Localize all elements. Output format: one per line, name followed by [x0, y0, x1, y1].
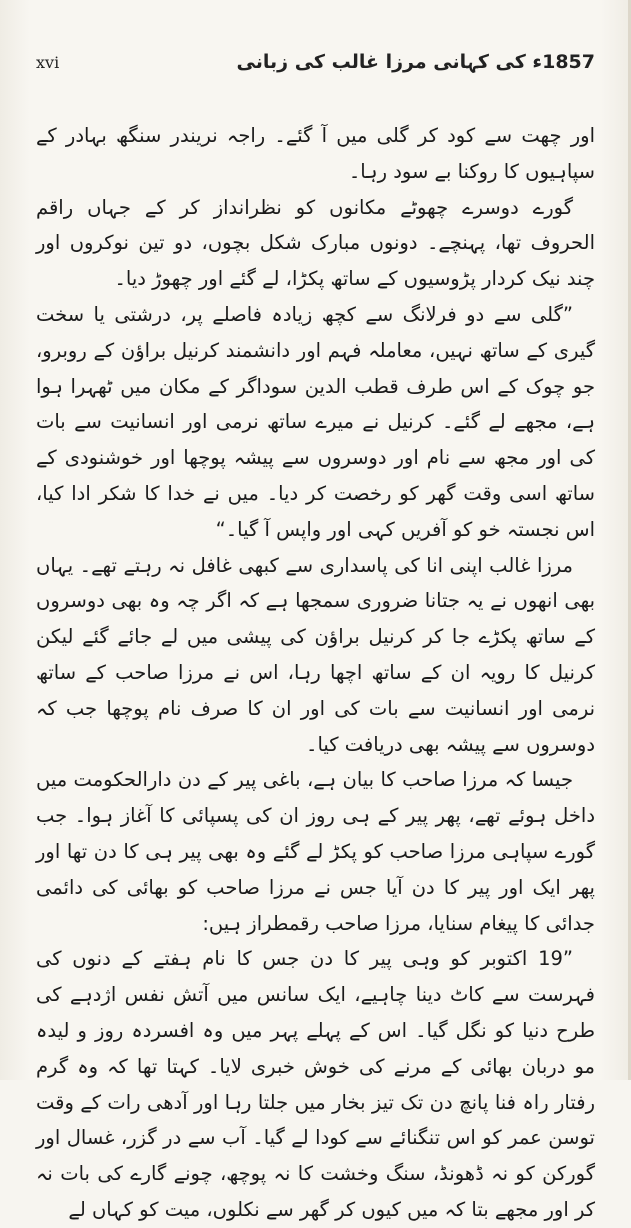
- quote-paragraph: ”19 اکتوبر کو وہی پیر کا دن جس کا نام ہفتے کے دنوں کی فہرست سے کاٹ دینا چاہیے، ایک سانس میں آتش نفس اژدہے کی طرح دنیا کو نگل گیا۔ اس کے پہلے پہر میں وہ افسردہ روز و لیدہ مو دربان بھائی کے مرنے کی خوش خبری لایا۔ کہتا تھا کہ وہ گرم رفتار راہ فنا پانچ دن تک تیز بخار میں جلتا رہا اور آدھی رات کے وقت توسن عمر کو اس تنگنائے سے کودا لے گیا۔ آب سے در گزر، غسال اور گورکن کو نہ ڈھونڈ، سنگ وخشت کا نہ پوچھ، چونے گارے کی بات نہ کر اور مجھے بتا کہ میں کیوں کر گھر سے نکلوں، میت کو کہاں لے: [36, 947, 595, 1221]
- paragraph: مرزا غالب اپنی انا کی پاسداری سے کبھی غافل نہ رہتے تھے۔ یہاں بھی انھوں نے یہ جتانا ضروری سمجھا ہے کہ اگر چہ وہ بھی دوسروں کے ساتھ پکڑے جا کر کرنیل براؤن کی پیشی میں لے جائے گئے لیکن کرنیل کا رویہ ان کے ساتھ اچھا رہا، اس نے مرزا صاحب کے ساتھ نرمی اور انسانیت سے بات کی اور ان کا صرف نام پوچھا جب کہ دوسروں سے پیشہ بھی دریافت کیا۔: [36, 553, 595, 756]
- page-header: [36, 42, 595, 82]
- running-title: 1857ء کی کہانی مرزا غالب کی زبانی: [236, 51, 595, 73]
- paragraph: جیسا کہ مرزا صاحب کا بیان ہے، باغی پیر کے دن دارالحکومت میں داخل ہوئے تھے، پھر پیر کے ہی روز ان کی پسپائی کا آغاز ہوا۔ جب گورے سپاہی مرزا صاحب کو پکڑ لے گئے وہ بھی پیر ہی کا دن تھا اور پھر ایک اور پیر کا دن آیا جس نے مرزا صاحب کو بھائی کی دائمی جدائی کا پیغام سنایا، مرزا صاحب رقمطراز ہیں:: [36, 768, 595, 935]
- quote-paragraph: ”گلی سے دو فرلانگ سے کچھ زیادہ فاصلے پر، درشتی یا سخت گیری کے ساتھ نہیں، معاملہ فہم اور دانشمند کرنیل براؤن کے روبرو، جو چوک کے اس طرف قطب الدین سوداگر کے مکان میں ٹھہرا ہوا ہے، مجھے لے گئے۔ کرنیل نے میرے ساتھ نرمی اور انسانیت سے بات کی اور مجھ سے نام اور دوسروں سے پیشہ پوچھا اور خوشنودی کے ساتھ اسی وقت گھر کو رخصت کر دیا۔ میں نے خدا کا شکر ادا کیا، اس نجستہ خو کو آفریں کہی اور واپس آ گیا۔“: [36, 302, 595, 541]
- paragraph: اور چھت سے کود کر گلی میں آ گئے۔ راجہ نریندر سنگھ بہادر کے سپاہیوں کا روکنا بے سود رہا۔: [36, 124, 595, 183]
- page-number: xvi: [36, 52, 60, 72]
- paragraph: گورے دوسرے چھوٹے مکانوں کو نظرانداز کر کے جہاں راقم الحروف تھا، پہنچے۔ دونوں مبارک شکل بچوں، دو تین نوکروں اور چند نیک کردار پڑوسیوں کے ساتھ پکڑا، لے گئے اور چھوڑ دیا۔: [36, 195, 595, 291]
- body-text: [36, 118, 595, 1228]
